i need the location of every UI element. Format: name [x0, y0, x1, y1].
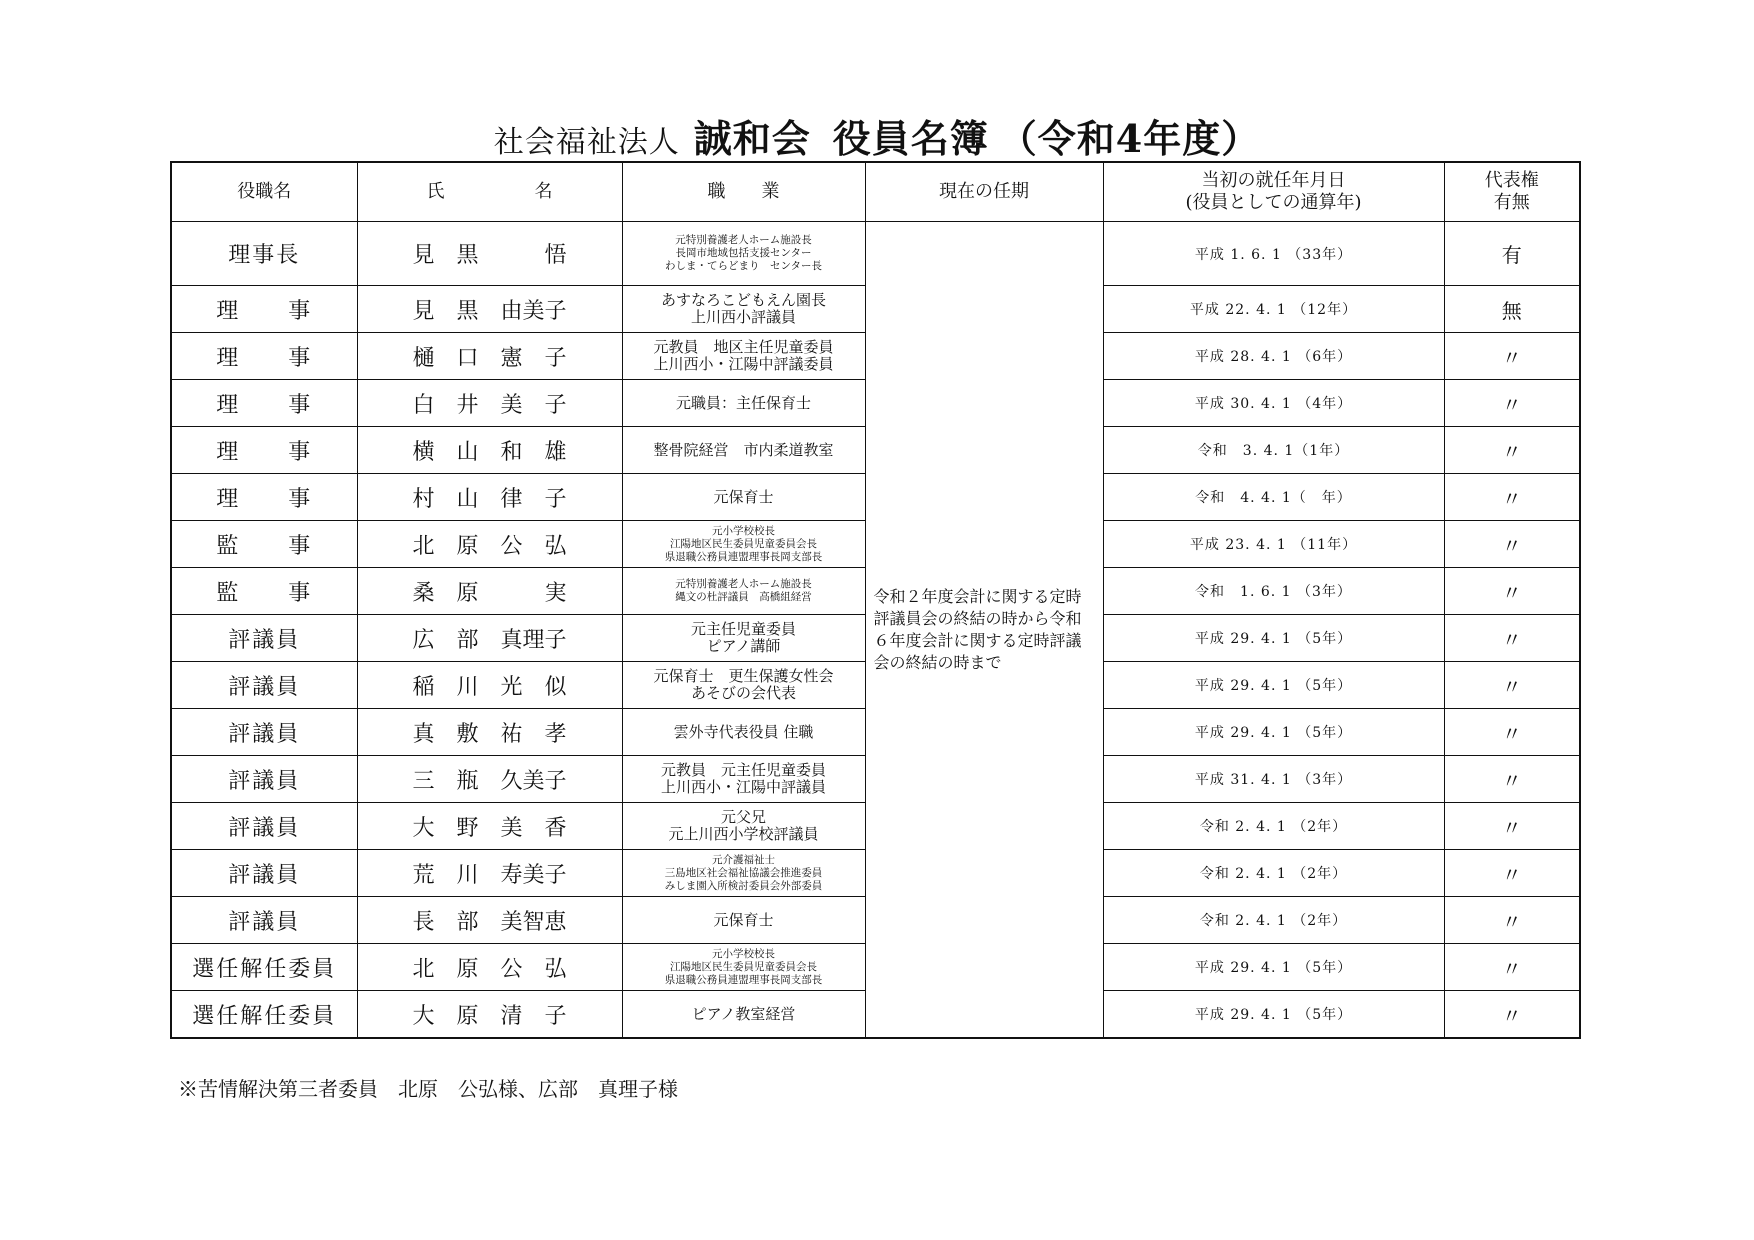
- row-representative: 〃: [1444, 521, 1580, 568]
- header-occupation: 職 業: [622, 162, 865, 222]
- row-appointment-date: 平成 29. 4. 1 （5年）: [1103, 615, 1444, 662]
- row-occupation: 元特別養護老人ホーム施設長 縄文の杜評議員 高橋組経営: [622, 568, 865, 615]
- row-name: 大 原 清 子: [357, 991, 622, 1039]
- row-representative: 〃: [1444, 380, 1580, 427]
- title-doc-year: （令和4年度）: [998, 116, 1261, 161]
- row-role: 理事長: [171, 222, 357, 286]
- row-occupation: 整骨院経営 市内柔道教室: [622, 427, 865, 474]
- row-representative: 有: [1444, 222, 1580, 286]
- row-name: 長 部 美智恵: [357, 897, 622, 944]
- row-occupation: 元特別養護老人ホーム施設長 長岡市地域包括支援センター わしま・てらどまり センター長: [622, 222, 865, 286]
- row-occupation: 元保育士: [622, 897, 865, 944]
- row-role: 理 事: [171, 427, 357, 474]
- row-name: 見 黒 悟: [357, 222, 622, 286]
- row-representative: 〃: [1444, 803, 1580, 850]
- row-occupation: 元保育士 更生保護女性会 あそびの会代表: [622, 662, 865, 709]
- row-role: 評議員: [171, 709, 357, 756]
- row-name: 北 原 公 弘: [357, 944, 622, 991]
- row-role: 評議員: [171, 662, 357, 709]
- row-name: 村 山 律 子: [357, 474, 622, 521]
- row-role: 評議員: [171, 897, 357, 944]
- row-role: 選任解任委員: [171, 991, 357, 1039]
- row-name: 北 原 公 弘: [357, 521, 622, 568]
- row-representative: 〃: [1444, 474, 1580, 521]
- table-body: [171, 222, 1580, 1039]
- row-appointment-date: 平成 31. 4. 1 （3年）: [1103, 756, 1444, 803]
- table-header-row: [171, 162, 1580, 222]
- row-appointment-date: 令和 2. 4. 1 （2年）: [1103, 897, 1444, 944]
- row-appointment-date: 令和 1. 6. 1 （3年）: [1103, 568, 1444, 615]
- row-name: 広 部 真理子: [357, 615, 622, 662]
- row-occupation: 元小学校校長 江陽地区民生委員児童委員会長 県退職公務員連盟理事長岡支部長: [622, 521, 865, 568]
- header-representative-line-2: 有無: [1493, 192, 1530, 213]
- row-representative: 〃: [1444, 568, 1580, 615]
- row-occupation: 元職員：主任保育士: [622, 380, 865, 427]
- table-row: [171, 222, 1580, 286]
- row-appointment-date: 令和 3. 4. 1（1年）: [1103, 427, 1444, 474]
- header-appointment-line-2: (役員としての通算年): [1185, 192, 1362, 213]
- row-representative: 〃: [1444, 991, 1580, 1039]
- officer-roster-table: [170, 161, 1581, 1039]
- row-occupation: ピアノ教室経営: [622, 991, 865, 1039]
- header-representative: [1444, 162, 1580, 222]
- row-role: 理 事: [171, 474, 357, 521]
- row-appointment-date: 平成 28. 4. 1 （6年）: [1103, 333, 1444, 380]
- row-appointment-date: 平成 30. 4. 1 （4年）: [1103, 380, 1444, 427]
- footnote: ※苦情解決第三者委員 北原 公弘様、広部 真理子様: [178, 1077, 678, 1101]
- header-role: 役職名: [171, 162, 357, 222]
- row-representative: 〃: [1444, 944, 1580, 991]
- row-name: 桑 原 実: [357, 568, 622, 615]
- row-appointment-date: 平成 29. 4. 1 （5年）: [1103, 991, 1444, 1039]
- row-occupation: 元小学校校長 江陽地区民生委員児童委員会長 県退職公務員連盟理事長岡支部長: [622, 944, 865, 991]
- row-name: 見 黒 由美子: [357, 286, 622, 333]
- row-occupation: 元教員 地区主任児童委員 上川西小・江陽中評議委員: [622, 333, 865, 380]
- row-name: 横 山 和 雄: [357, 427, 622, 474]
- row-occupation: 元父兄 元上川西小学校評議員: [622, 803, 865, 850]
- row-role: 評議員: [171, 756, 357, 803]
- row-representative: 〃: [1444, 333, 1580, 380]
- row-representative: 〃: [1444, 427, 1580, 474]
- document-title: [0, 108, 1754, 163]
- row-representative: 無: [1444, 286, 1580, 333]
- row-occupation: 元保育士: [622, 474, 865, 521]
- row-role: 監 事: [171, 521, 357, 568]
- header-term: 現在の任期: [865, 162, 1103, 222]
- row-appointment-date: 平成 29. 4. 1 （5年）: [1103, 944, 1444, 991]
- row-occupation: 元介護福祉士 三島地区社会福祉協議会推進委員 みしま園入所検討委員会外部委員: [622, 850, 865, 897]
- row-appointment-date: 平成 29. 4. 1 （5年）: [1103, 709, 1444, 756]
- header-name: 氏 名: [357, 162, 622, 222]
- row-role: 理 事: [171, 286, 357, 333]
- row-name: 白 井 美 子: [357, 380, 622, 427]
- row-representative: 〃: [1444, 756, 1580, 803]
- row-role: 理 事: [171, 333, 357, 380]
- row-name: 荒 川 寿美子: [357, 850, 622, 897]
- row-name: 真 敷 祐 孝: [357, 709, 622, 756]
- row-role: 評議員: [171, 803, 357, 850]
- row-occupation: 元主任児童委員 ピアノ講師: [622, 615, 865, 662]
- header-appointment-line-1: 当初の就任年月日: [1201, 170, 1346, 191]
- row-representative: 〃: [1444, 709, 1580, 756]
- row-representative: 〃: [1444, 615, 1580, 662]
- row-name: 樋 口 憲 子: [357, 333, 622, 380]
- row-name: 三 瓶 久美子: [357, 756, 622, 803]
- row-representative: 〃: [1444, 850, 1580, 897]
- row-representative: 〃: [1444, 662, 1580, 709]
- title-org-type: 社会福祉法人: [493, 125, 680, 160]
- term-cell: 令和２年度会計に関する定時評議員会の終結の時から令和６年度会計に関する定時評議会の終結の時まで: [865, 222, 1103, 1039]
- row-appointment-date: 平成 23. 4. 1 （11年）: [1103, 521, 1444, 568]
- row-role: 選任解任委員: [171, 944, 357, 991]
- title-doc-name: 役員名簿: [832, 116, 989, 161]
- row-appointment-date: 令和 2. 4. 1 （2年）: [1103, 803, 1444, 850]
- row-appointment-date: 令和 4. 4. 1（ 年）: [1103, 474, 1444, 521]
- row-representative: 〃: [1444, 897, 1580, 944]
- row-occupation: あすなろこどもえん園長 上川西小評議員: [622, 286, 865, 333]
- row-role: 評議員: [171, 850, 357, 897]
- row-role: 監 事: [171, 568, 357, 615]
- row-appointment-date: 平成 1. 6. 1 （33年）: [1103, 222, 1444, 286]
- row-occupation: 元教員 元主任児童委員 上川西小・江陽中評議員: [622, 756, 865, 803]
- row-name: 大 野 美 香: [357, 803, 622, 850]
- row-occupation: 雲外寺代表役員 住職: [622, 709, 865, 756]
- row-appointment-date: 平成 22. 4. 1 （12年）: [1103, 286, 1444, 333]
- header-representative-line-1: 代表権: [1484, 170, 1539, 191]
- header-appointment: [1103, 162, 1444, 222]
- row-name: 稲 川 光 似: [357, 662, 622, 709]
- row-appointment-date: 令和 2. 4. 1 （2年）: [1103, 850, 1444, 897]
- row-role: 評議員: [171, 615, 357, 662]
- row-appointment-date: 平成 29. 4. 1 （5年）: [1103, 662, 1444, 709]
- title-org-name: 誠和会: [693, 116, 811, 161]
- row-role: 理 事: [171, 380, 357, 427]
